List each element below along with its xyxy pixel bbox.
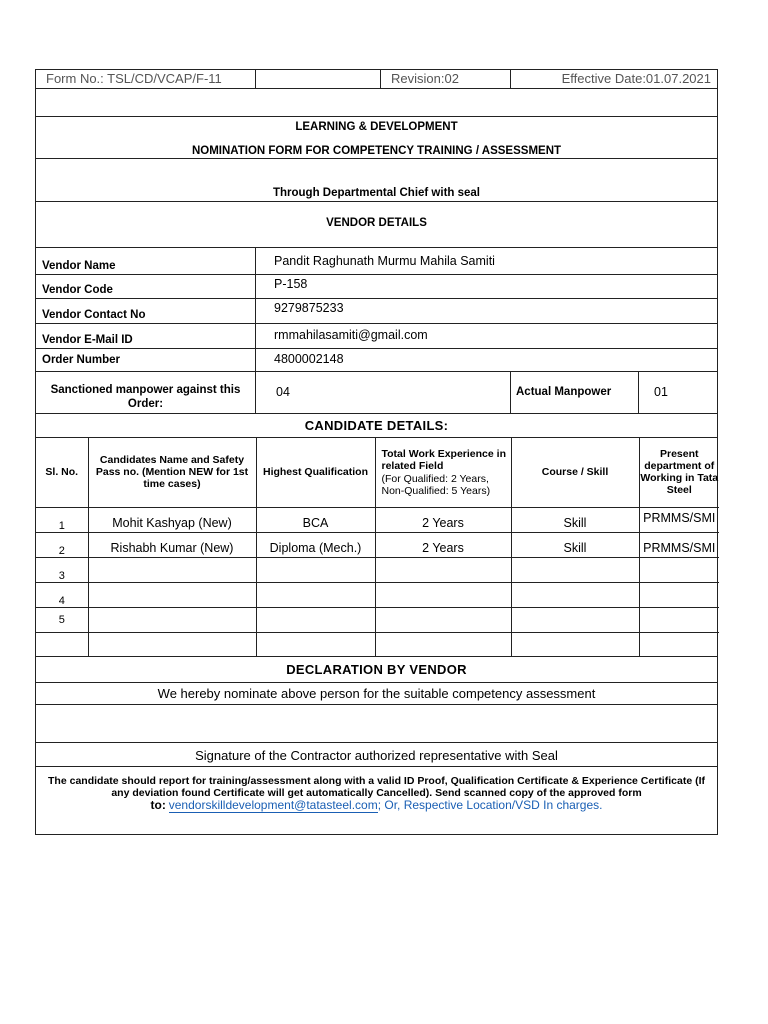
row-course <box>511 582 639 607</box>
vendor-code-label: Vendor Code <box>36 275 256 298</box>
declaration-text: We hereby nominate above person for the suitable competency assessment <box>157 686 596 701</box>
form-header <box>36 70 717 89</box>
row-name: Mohit Kashyap (New) <box>88 507 256 532</box>
vendor-details-heading-row <box>36 202 717 248</box>
row-sl: 5 <box>36 607 88 632</box>
table-row <box>36 632 719 656</box>
manpower-row <box>36 372 717 414</box>
row-course <box>511 557 639 582</box>
order-number-value: 4800002148 <box>274 352 344 366</box>
table-row <box>36 507 719 532</box>
row-department: PRMMS/SMI <box>639 532 719 557</box>
signature-label: Signature of the Contractor authorized representative with Seal <box>195 748 558 763</box>
vendor-contact-value: 9279875233 <box>274 301 344 315</box>
table-row <box>36 582 719 607</box>
row-department <box>639 607 719 632</box>
through-block <box>36 159 717 202</box>
row-course: Skill <box>511 532 639 557</box>
instruction-note <box>36 767 717 812</box>
row-experience: 2 Years <box>375 532 511 557</box>
effective-date: Effective Date:01.07.2021 <box>561 71 711 86</box>
vendor-email-value: rmmahilasamiti@gmail.com <box>274 328 428 342</box>
vendor-code-row <box>36 275 717 299</box>
row-sl: 2 <box>36 532 88 557</box>
order-number-label: Order Number <box>36 349 256 371</box>
col-experience-title: Total Work Experience in related Field <box>381 447 506 472</box>
row-experience <box>375 582 511 607</box>
col-department: Present department of Working in Tata Steel <box>639 438 719 507</box>
col-candidate-name: Candidates Name and Safety Pass no. (Mention NEW for 1st time cases) <box>88 438 256 507</box>
vendor-name-value: Pandit Raghunath Murmu Mahila Samiti <box>274 254 495 268</box>
row-sl: 4 <box>36 582 88 607</box>
row-blank <box>256 632 375 656</box>
row-experience <box>375 607 511 632</box>
row-department: PRMMS/SMI <box>639 507 719 532</box>
form-header-blank <box>256 70 381 88</box>
instruction-note-row <box>36 767 717 834</box>
vendor-contact-row <box>36 299 717 324</box>
row-qualification: BCA <box>256 507 375 532</box>
row-experience <box>375 557 511 582</box>
row-name: Rishabh Kumar (New) <box>88 532 256 557</box>
vendor-skill-email-link[interactable]: vendorskilldevelopment@tatasteel.com <box>168 798 378 812</box>
col-experience-subtitle: (For Qualified: 2 Years, Non-Qualified: 5 Years) <box>381 472 491 497</box>
instruction-to: to: <box>150 798 166 812</box>
form-number: Form No.: TSL/CD/VCAP/F-11 <box>36 70 256 88</box>
vendor-code-value: P-158 <box>274 277 308 291</box>
through-chief-text: Through Departmental Chief with seal <box>272 187 481 199</box>
vendor-contact-label: Vendor Contact No <box>36 299 256 323</box>
department-title: LEARNING & DEVELOPMENT <box>295 121 458 133</box>
row-blank <box>511 632 639 656</box>
candidate-details-heading: CANDIDATE DETAILS: <box>304 418 449 433</box>
row-sl: 3 <box>36 557 88 582</box>
col-sl-no: Sl. No. <box>36 438 88 507</box>
row-blank <box>88 632 256 656</box>
revision: Revision:02 <box>381 70 511 88</box>
col-experience <box>375 438 511 507</box>
spacer-row <box>36 89 717 117</box>
signature-space-row <box>36 705 717 743</box>
candidate-table-header <box>36 438 719 507</box>
row-sl: 1 <box>36 507 88 532</box>
row-name <box>88 557 256 582</box>
candidate-table-wrap <box>36 438 717 657</box>
row-experience: 2 Years <box>375 507 511 532</box>
row-qualification <box>256 607 375 632</box>
row-qualification <box>256 582 375 607</box>
vendor-name-row <box>36 248 717 275</box>
declaration-heading-row <box>36 657 717 683</box>
candidate-table <box>36 438 719 656</box>
declaration-text-row <box>36 683 717 705</box>
row-course: Skill <box>511 507 639 532</box>
row-name <box>88 607 256 632</box>
row-blank <box>375 632 511 656</box>
col-course-skill: Course / Skill <box>511 438 639 507</box>
vendor-email-row <box>36 324 717 349</box>
row-name <box>88 582 256 607</box>
order-number-row <box>36 349 717 372</box>
sanctioned-manpower-label: Sanctioned manpower against this Order: <box>36 372 256 413</box>
title-block <box>36 117 717 159</box>
declaration-heading: DECLARATION BY VENDOR <box>286 662 467 677</box>
vendor-email-label: Vendor E-Mail ID <box>36 324 256 348</box>
row-blank <box>36 632 88 656</box>
vendor-name-label: Vendor Name <box>36 248 256 274</box>
col-qualification: Highest Qualification <box>256 438 375 507</box>
table-row <box>36 557 719 582</box>
table-row <box>36 532 719 557</box>
candidate-details-heading-row <box>36 414 717 438</box>
instruction-rest: ; Or, Respective Location/VSD In charges. <box>377 798 603 812</box>
form-title: NOMINATION FORM FOR COMPETENCY TRAINING / ASSESSMENT <box>191 145 562 157</box>
row-department <box>639 557 719 582</box>
actual-manpower-label: Actual Manpower <box>511 372 639 413</box>
row-qualification <box>256 557 375 582</box>
row-blank <box>639 632 719 656</box>
actual-manpower-value: 01 <box>654 385 668 399</box>
row-qualification: Diploma (Mech.) <box>256 532 375 557</box>
vendor-details-heading: VENDOR DETAILS <box>326 217 427 229</box>
sanctioned-manpower-value: 04 <box>256 372 511 413</box>
signature-row <box>36 743 717 767</box>
instruction-text: The candidate should report for training/assessment along with a valid ID Proof, Qualification Certificate & Experience Certificate (If any deviation found Certificate will get automatically Cancelled). Send scanned copy of the approved form <box>48 775 705 799</box>
row-course <box>511 607 639 632</box>
nomination-form <box>35 69 718 835</box>
row-department <box>639 582 719 607</box>
table-row <box>36 607 719 632</box>
